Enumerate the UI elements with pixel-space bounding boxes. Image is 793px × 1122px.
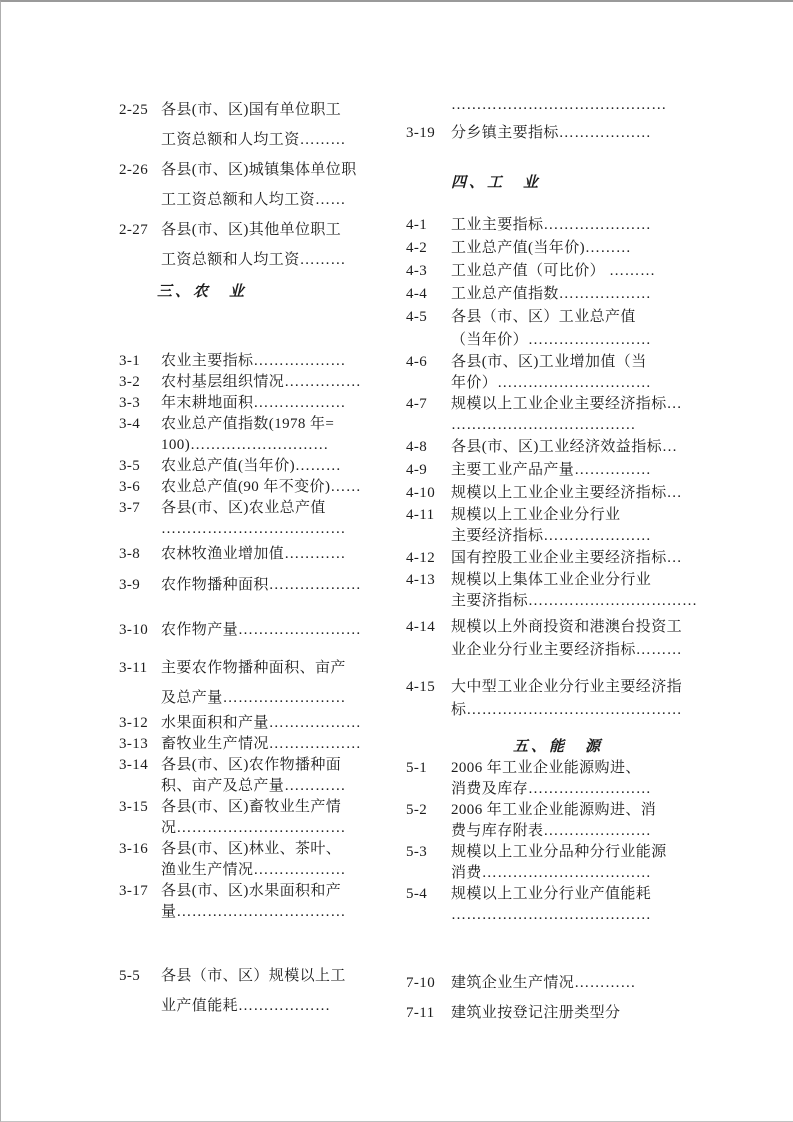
entry-line: 各县(市、区)水果面积和产: [161, 883, 342, 899]
entry-line: 各县(市、区)林业、茶叶、: [161, 841, 342, 857]
toc-entry: [406, 283, 706, 306]
entry-text: [451, 482, 706, 505]
entry-text: [161, 734, 362, 755]
entry-line: 主要工业产品产量……………: [451, 462, 652, 478]
entry-number: 3-12: [119, 715, 149, 731]
entry-number: 5-3: [406, 844, 428, 860]
toc-entry: [406, 998, 706, 1028]
entry-line: 工业总产值（可比价） ………: [451, 263, 656, 279]
toc-entry: [406, 884, 706, 926]
entry-line: 工资总额和人均工资………: [161, 132, 346, 148]
entry-text: [451, 570, 706, 612]
entry-line: 主要济指标……………………………: [451, 593, 698, 609]
toc-entry: [119, 456, 354, 477]
toc-entry: [406, 214, 706, 237]
entry-text: [161, 155, 357, 215]
toc-entry: [406, 800, 706, 842]
entry-text: [451, 237, 706, 260]
entry-line: 规模以上工业企业主要经济指标…: [451, 485, 683, 501]
toc-entry: [406, 95, 706, 116]
entry-line: ………………………………: [451, 417, 636, 433]
entry-text: [161, 961, 354, 1021]
toc-entry: [406, 616, 706, 662]
entry-text: [161, 498, 354, 540]
entry-text: [161, 477, 362, 498]
entry-number: 4-7: [406, 396, 428, 412]
section-heading: 五、能 源: [513, 739, 604, 755]
toc-entry: [406, 394, 706, 436]
entry-number: 3-10: [119, 622, 149, 638]
section-gap: [406, 116, 706, 123]
entry-number: 4-12: [406, 550, 436, 566]
entry-line: 工工资总额和人均工资……: [161, 192, 346, 208]
toc-entry: [406, 260, 706, 283]
toc-entry: [406, 758, 706, 800]
entry-text: [451, 676, 706, 722]
entry-text: [451, 283, 706, 306]
toc-entry: [119, 215, 354, 275]
entry-number: 5-1: [406, 760, 428, 776]
entry-text: [161, 620, 362, 641]
entry-text: [161, 544, 354, 565]
entry-line: 各县(市、区)工业经济效益指标…: [451, 439, 678, 455]
entry-text: [161, 456, 354, 477]
entry-line: 年价）…………………………: [451, 375, 652, 391]
entry-text: [451, 394, 706, 436]
entry-text: [161, 393, 354, 414]
entry-text: [161, 755, 354, 797]
entry-text: [451, 459, 706, 482]
toc-entry: [406, 570, 706, 612]
entry-line: 主要农作物播种面积、亩产: [161, 660, 346, 676]
entry-number: 4-15: [406, 679, 436, 695]
entry-text: [451, 842, 706, 884]
toc-entry: [119, 95, 354, 155]
entry-number: 3-6: [119, 479, 141, 495]
toc-entry: [119, 713, 362, 734]
entry-line: 农业总产值(当年价)………: [161, 458, 342, 474]
entry-line: 工业总产值指数………………: [451, 286, 652, 302]
entry-line: 主要经济指标…………………: [451, 528, 652, 544]
entry-line: 量……………………………: [161, 904, 346, 920]
entry-number: 3-1: [119, 353, 141, 369]
entry-line: 分乡镇主要指标………………: [451, 125, 652, 141]
entry-line: 渔业生产情况………………: [161, 862, 346, 878]
entry-number: 4-4: [406, 286, 428, 302]
entry-number: 4-10: [406, 485, 436, 501]
entry-number: 5-4: [406, 886, 428, 902]
entry-text: [451, 95, 706, 116]
toc-entry: [406, 482, 706, 505]
entry-line: 消费……………………………: [451, 865, 652, 881]
entry-text: [451, 306, 706, 352]
entry-line: 100)………………………: [161, 437, 329, 453]
toc-entry: [119, 839, 354, 881]
entry-text: [451, 800, 706, 842]
entry-text: [451, 758, 706, 800]
entry-number: 3-7: [119, 500, 141, 516]
toc-entry: [119, 393, 354, 414]
entry-line: 农林牧渔业增加值…………: [161, 546, 346, 562]
entry-line: 国有控股工业企业主要经济指标…: [451, 550, 683, 566]
entry-line: 各县(市、区)其他单位职工: [161, 222, 342, 238]
entry-text: [161, 95, 354, 155]
entry-number: 2-25: [119, 102, 149, 118]
entry-text: [161, 215, 354, 275]
toc-entry: [406, 676, 706, 722]
toc-entry: [406, 547, 706, 570]
entry-line: 农村基层组织情况……………: [161, 374, 362, 390]
entry-text: [161, 881, 354, 923]
entry-text: [451, 998, 706, 1028]
entry-line: 规模以上集体工业企业分行业: [451, 572, 652, 588]
toc-entry: [119, 620, 362, 641]
entry-number: 3-13: [119, 736, 149, 752]
entry-number: 3-16: [119, 841, 149, 857]
entry-line: 况……………………………: [161, 820, 346, 836]
entry-line: 农作物播种面积………………: [161, 577, 362, 593]
toc-entry: [406, 436, 706, 459]
section-gap: [119, 923, 354, 961]
entry-line: 各县（市、区）规模以上工: [161, 968, 346, 984]
section-gap: [406, 662, 706, 676]
entry-number: 4-13: [406, 572, 436, 588]
toc-entry: [406, 237, 706, 260]
entry-number: 7-10: [406, 975, 436, 991]
entry-line: 各县(市、区)农作物播种面: [161, 757, 342, 773]
entry-text: [451, 352, 706, 394]
entry-line: 规模以上外商投资和港澳台投资工: [451, 619, 683, 635]
entry-number: 3-4: [119, 416, 141, 432]
entry-line: 业产值能耗………………: [161, 998, 331, 1014]
section-gap: [119, 565, 354, 575]
entry-number: 4-3: [406, 263, 428, 279]
entry-line: 农业主要指标………………: [161, 353, 346, 369]
entry-number: 2-26: [119, 162, 149, 178]
entry-number: 3-2: [119, 374, 141, 390]
entry-number: 2-27: [119, 222, 149, 238]
toc-entry: [406, 842, 706, 884]
entry-line: 建筑企业生产情况…………: [451, 975, 636, 991]
entry-number: 3-9: [119, 577, 141, 593]
entry-text: [451, 123, 706, 144]
section-gap: [406, 926, 706, 968]
entry-number: 3-15: [119, 799, 149, 815]
entry-line: 各县(市、区)城镇集体单位职: [161, 162, 357, 178]
entry-line: 工资总额和人均工资………: [161, 252, 346, 268]
entry-text: [161, 372, 362, 393]
entry-number: 5-2: [406, 802, 428, 818]
entry-text: [161, 713, 362, 734]
toc-column-right: [406, 95, 706, 1028]
entry-number: 4-5: [406, 309, 428, 325]
entry-line: 规模以上工业分行业产值能耗: [451, 886, 652, 902]
toc-entry: [406, 352, 706, 394]
entry-line: 规模以上工业企业主要经济指标…: [451, 396, 683, 412]
entry-line: …………………………………: [451, 907, 652, 923]
toc-entry: [119, 575, 362, 596]
toc-entry: [119, 881, 354, 923]
entry-text: [451, 436, 706, 459]
entry-number: 3-19: [406, 125, 436, 141]
entry-line: 业企业分行业主要经济指标………: [451, 642, 683, 658]
entry-line: （当年价）……………………: [451, 332, 652, 348]
entry-line: 年末耕地面积………………: [161, 395, 346, 411]
entry-number: 3-5: [119, 458, 141, 474]
entry-line: 各县(市、区)国有单位职工: [161, 102, 342, 118]
entry-number: 3-3: [119, 395, 141, 411]
entry-line: 畜牧业生产情况………………: [161, 736, 362, 752]
entry-text: [161, 575, 362, 596]
entry-line: 各县（市、区）工业总产值: [451, 309, 636, 325]
entry-line: 各县(市、区)工业增加值（当: [451, 354, 647, 370]
entry-number: 4-8: [406, 439, 428, 455]
entry-text: [161, 797, 354, 839]
entry-text: [451, 505, 706, 547]
entry-number: 4-11: [406, 507, 435, 523]
toc-entry: [119, 734, 362, 755]
section-gap: [119, 303, 354, 351]
entry-number: 5-5: [119, 968, 141, 984]
toc-entry: [406, 306, 706, 352]
section-gap: [406, 144, 706, 172]
entry-line: 建筑业按登记注册类型分: [451, 1005, 621, 1021]
section-gap: [119, 596, 354, 620]
entry-line: 标……………………………………: [451, 702, 683, 718]
section-heading: 四、工 业: [451, 175, 542, 191]
entry-number: 7-11: [406, 1005, 435, 1021]
entry-text: [451, 547, 706, 570]
entry-line: 农业总产值(90 年不变价)……: [161, 479, 362, 495]
toc-column-left: [119, 95, 362, 1021]
entry-line: 大中型工业企业分行业主要经济指: [451, 679, 683, 695]
entry-line: 农业总产值指数(1978 年=: [161, 416, 335, 432]
entry-line: 各县(市、区)农业总产值: [161, 500, 326, 516]
entry-text: [451, 214, 706, 237]
entry-line: 水果面积和产量………………: [161, 715, 362, 731]
toc-entry: [406, 968, 706, 998]
toc-entry: [119, 351, 354, 372]
entry-line: 工业总产值(当年价)………: [451, 240, 632, 256]
entry-number: 3-11: [119, 660, 148, 676]
entry-line: 农作物产量……………………: [161, 622, 362, 638]
toc-entry: [406, 505, 706, 547]
entry-line: 工业主要指标…………………: [451, 217, 652, 233]
toc-entry: [119, 414, 354, 456]
entry-number: 4-9: [406, 462, 428, 478]
entry-text: [161, 414, 354, 456]
entry-line: 规模以上工业分品种分行业能源: [451, 844, 667, 860]
entry-text: [451, 616, 706, 662]
entry-number: 4-1: [406, 217, 428, 233]
entry-line: 2006 年工业企业能源购进、: [451, 760, 641, 776]
toc-entry: [119, 477, 362, 498]
entry-number: 4-14: [406, 619, 436, 635]
entry-number: 3-17: [119, 883, 149, 899]
toc-entry: [119, 544, 354, 565]
toc-entry: [119, 755, 354, 797]
toc-entry: [119, 797, 354, 839]
entry-line: 费与库存附表…………………: [451, 823, 652, 839]
entry-line: 及总产量……………………: [161, 690, 346, 706]
toc-entry: [119, 372, 362, 393]
entry-text: [161, 839, 354, 881]
toc-entry: [406, 459, 706, 482]
entry-line: 积、亩产及总产量…………: [161, 778, 346, 794]
entry-line: ……………………………………: [451, 97, 667, 113]
section-gap: [119, 641, 354, 653]
toc-entry: [119, 155, 357, 215]
section-gap: [406, 722, 706, 736]
entry-text: [451, 884, 706, 926]
entry-text: [451, 260, 706, 283]
entry-number: 3-8: [119, 546, 141, 562]
entry-text: [161, 653, 354, 713]
entry-line: 各县(市、区)畜牧业生产情: [161, 799, 342, 815]
entry-line: 2006 年工业企业能源购进、消: [451, 802, 657, 818]
entry-number: 4-2: [406, 240, 428, 256]
entry-text: [451, 968, 706, 998]
toc-entry: [119, 961, 354, 1021]
entry-line: ………………………………: [161, 521, 346, 537]
entry-number: 3-14: [119, 757, 149, 773]
toc-entry: [406, 123, 706, 144]
section-gap: [406, 194, 706, 214]
entry-line: 消费及库存……………………: [451, 781, 652, 797]
entry-number: 4-6: [406, 354, 428, 370]
entry-line: 规模以上工业企业分行业: [451, 507, 621, 523]
section-heading: 三、农 业: [157, 284, 248, 300]
toc-entry: [119, 498, 354, 540]
toc-entry: [119, 653, 354, 713]
entry-text: [161, 351, 354, 372]
